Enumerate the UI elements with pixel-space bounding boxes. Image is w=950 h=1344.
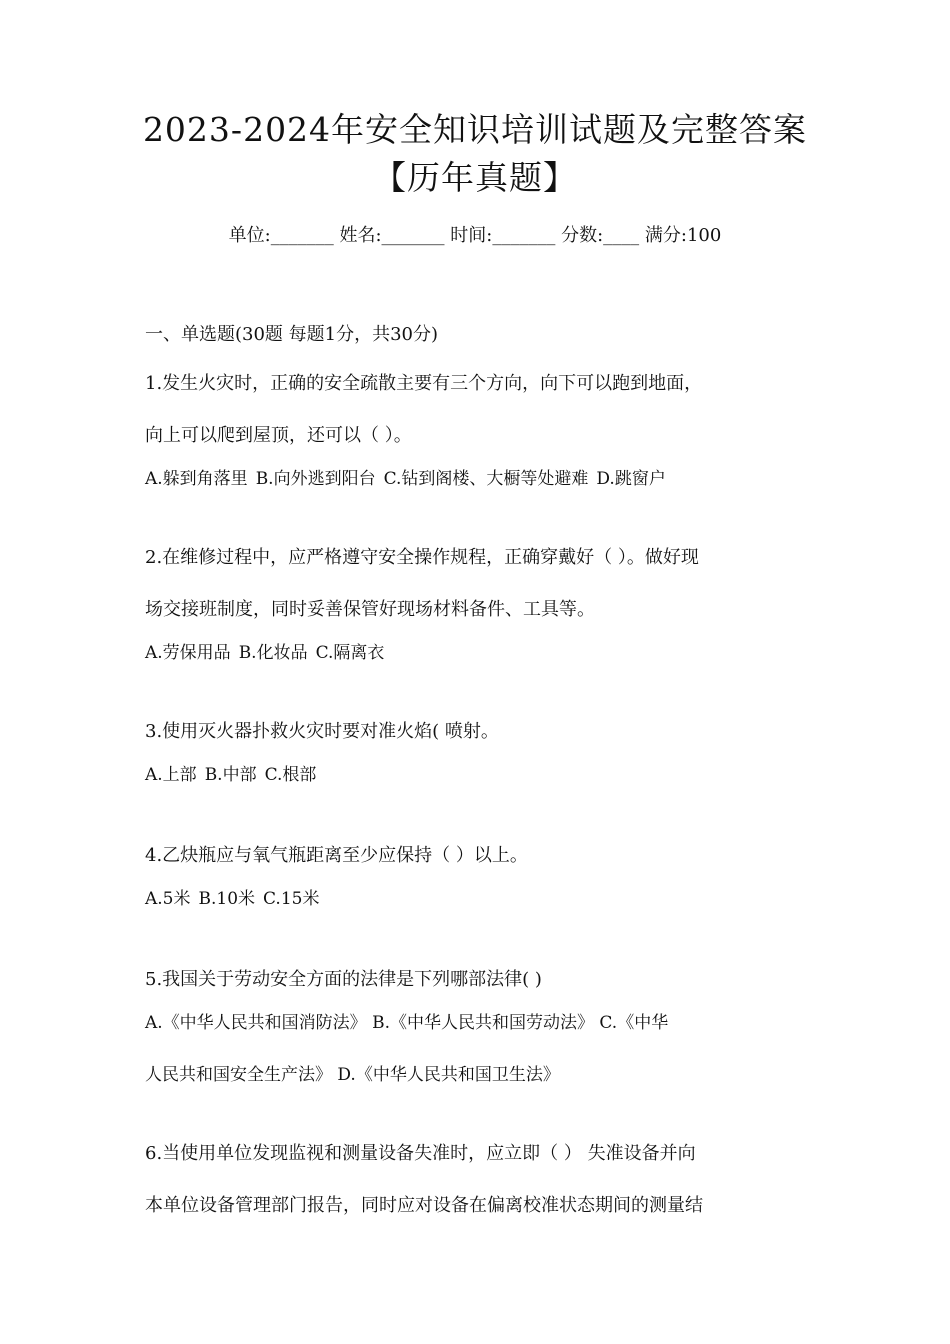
option-a: A.劳保用品	[145, 643, 231, 663]
question-2-line2: 场交接班制度，同时妥善保管好现场材料备件、工具等。	[145, 599, 595, 620]
question-5-options-line2: 人民共和国安全生产法》 D.《中华人民共和国卫生法》	[145, 1065, 560, 1085]
option-b: B.化妆品	[238, 643, 308, 663]
question-4-options	[145, 886, 810, 912]
question-6	[145, 1141, 810, 1219]
question-1-line1: 1.发生火灾时，正确的安全疏散主要有三个方向，向下可以跑到地面，	[145, 373, 703, 394]
name-field: 姓名:_______	[339, 225, 445, 246]
full-score-label: 满分:100	[644, 225, 722, 246]
option-b: B.中部	[204, 765, 257, 785]
question-2	[145, 545, 810, 666]
section-heading	[145, 322, 810, 348]
question-4-line1: 4.乙炔瓶应与氧气瓶距离至少应保持（ ）以上。	[145, 845, 528, 866]
section-heading-text: 一、单选题(30题 每题1分，共30分)	[145, 324, 439, 345]
question-1	[145, 371, 810, 492]
option-b: B.向外逃到阳台	[255, 469, 376, 489]
option-c: C.根部	[264, 765, 317, 785]
option-a: A.躲到角落里	[145, 469, 248, 489]
question-5	[145, 967, 810, 1088]
question-3-line1: 3.使用灭火器扑救火灾时要对准火焰( 喷射。	[145, 721, 499, 742]
question-2-line1: 2.在维修过程中，应严格遵守安全操作规程，正确穿戴好（ ）。做好现	[145, 547, 699, 568]
document-title-line1: 2023-2024年安全知识培训试题及完整答案	[142, 110, 808, 149]
exam-info-line	[0, 223, 950, 249]
option-c: C.隔离衣	[315, 643, 385, 663]
question-5-line1: 5.我国关于劳动安全方面的法律是下列哪部法律( )	[145, 969, 542, 990]
question-5-options-line1: A.《中华人民共和国消防法》 B.《中华人民共和国劳动法》 C.《中华	[145, 1013, 669, 1033]
question-1-options	[145, 466, 810, 492]
question-6-line1: 6.当使用单位发现监视和测量设备失准时，应立即（ ） 失准设备并向	[145, 1143, 696, 1164]
question-1-line2: 向上可以爬到屋顶，还可以（ ）。	[145, 425, 412, 446]
option-d: D.跳窗户	[596, 469, 666, 489]
unit-field: 单位:_______	[228, 225, 334, 246]
question-3-options	[145, 762, 810, 788]
option-c: C.钻到阁楼、大橱等处避难	[383, 469, 589, 489]
question-4	[145, 843, 810, 912]
question-3	[145, 719, 810, 788]
question-2-options	[145, 640, 810, 666]
option-c: C.15米	[263, 889, 320, 909]
option-a: A.上部	[145, 765, 197, 785]
document-title-line2: 【历年真题】	[373, 158, 577, 197]
option-b: B.10米	[198, 889, 256, 909]
score-field: 分数:____	[561, 225, 640, 246]
time-field: 时间:_______	[450, 225, 556, 246]
question-6-line2: 本单位设备管理部门报告，同时应对设备在偏离校准状态期间的测量结	[145, 1195, 703, 1216]
option-a: A.5米	[145, 889, 191, 909]
